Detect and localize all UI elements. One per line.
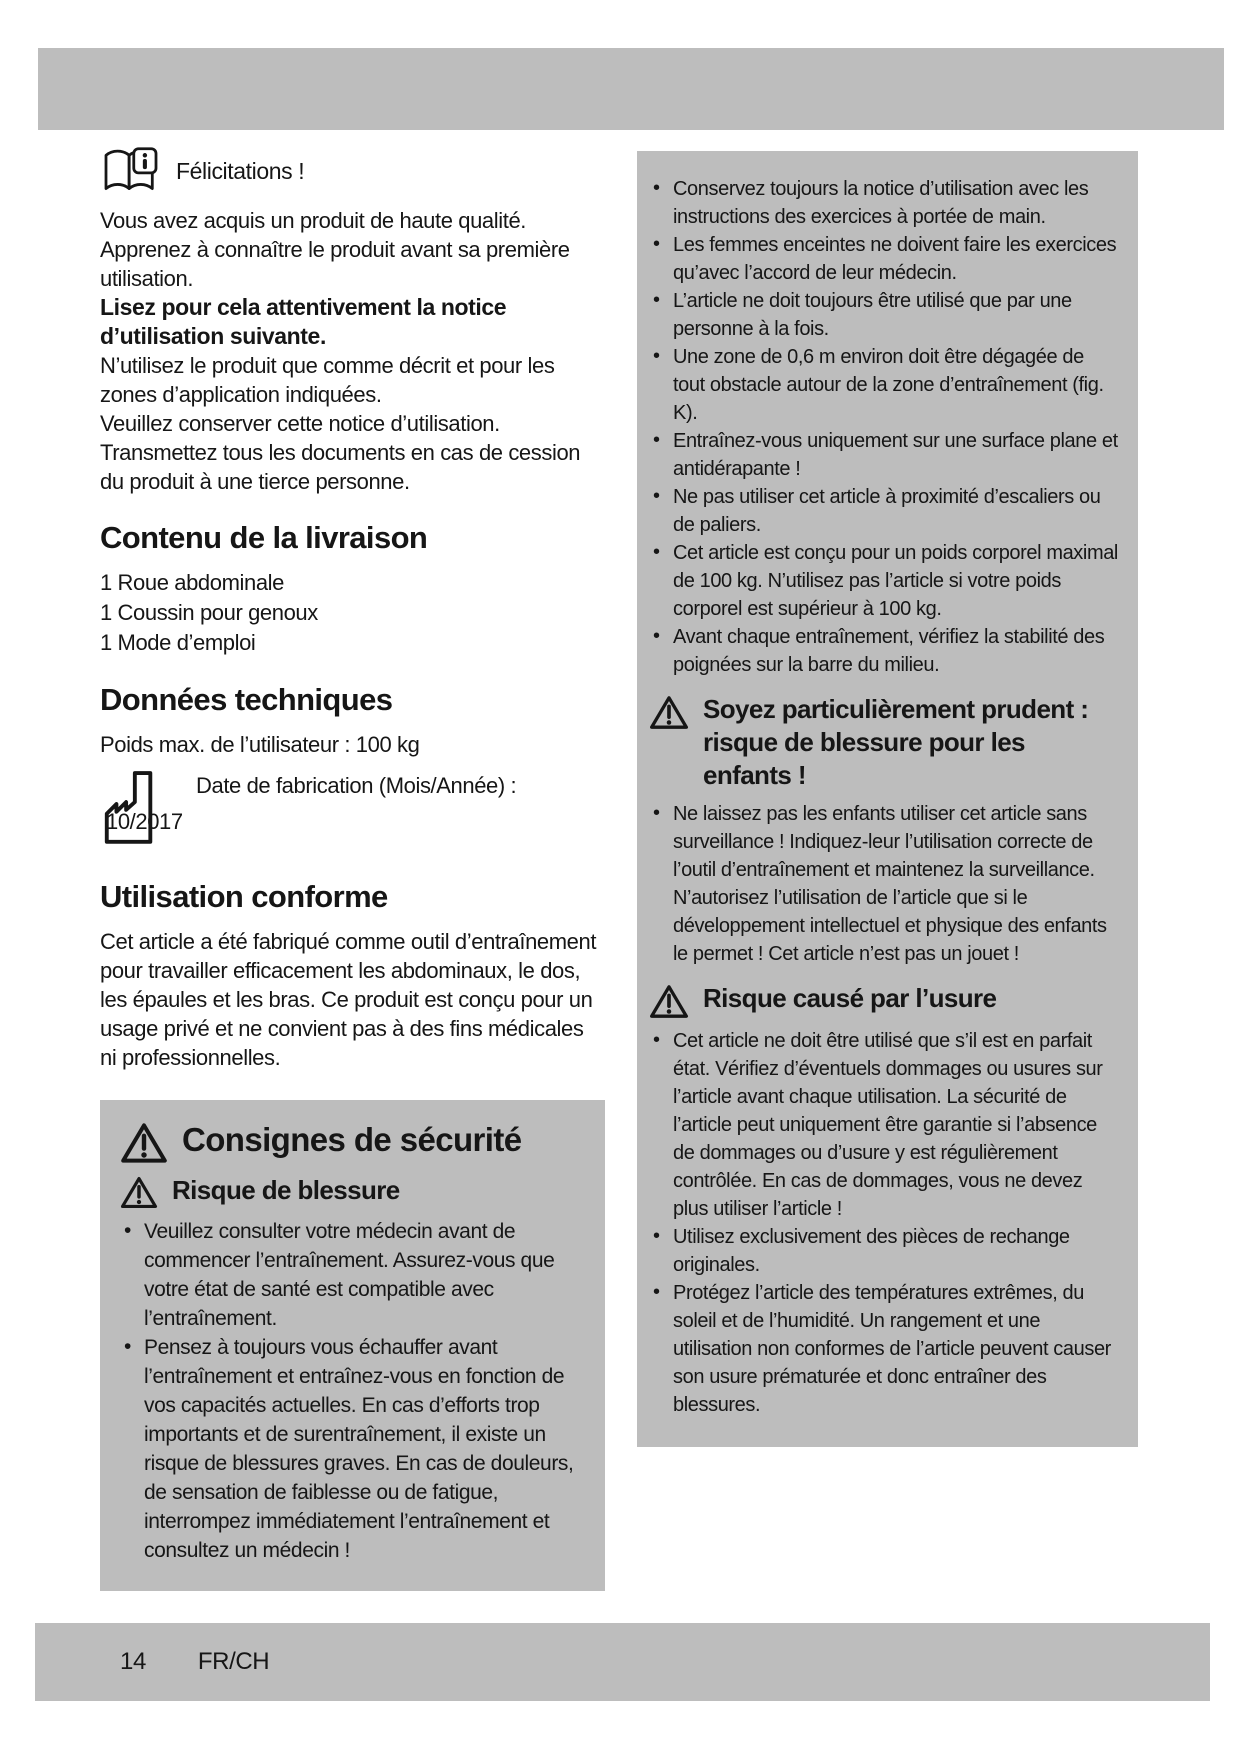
bullet-icon: • — [653, 429, 660, 451]
list-item: • Entraînez-vous uniquement sur une surface plane et antidérapante ! — [649, 427, 1118, 483]
list-item: • Utilisez exclusivement des pièces de rechange originales. — [649, 1223, 1118, 1279]
list-item: • Avant chaque entraînement, vérifiez la stabilité des poignées sur la barre du milieu. — [649, 623, 1118, 679]
list-item: • L’article ne doit toujours être utilisé que par une personne à la fois. — [649, 287, 1118, 343]
footer-band — [35, 1623, 1210, 1701]
bullet-icon: • — [653, 289, 660, 311]
warning-triangle-icon — [120, 1122, 168, 1164]
list-item: • Ne pas utiliser cet article à proximité d’escaliers ou de paliers. — [649, 483, 1118, 539]
locale-label: FR/CH — [197, 1648, 270, 1675]
top-band — [38, 48, 1224, 130]
children-warning-label: Soyez particulièrement prudent : risque de blessure pour les enfants ! — [703, 694, 1089, 790]
list-item: • Ne laissez pas les enfants utiliser cet article sans surveillance ! Indiquez-leur l’utilisation correcte de l’outil d’entraînement et maintenez la surveillance. N’autorisez l’utilisation de l’article que si le développement intellectuel et physique des enfants le permet ! Cet article n’est pas un jouet ! — [649, 800, 1118, 968]
bullet-icon: • — [124, 1335, 131, 1358]
congrats-row — [100, 146, 605, 196]
usage-title: Utilisation conforme — [100, 879, 388, 914]
children-bullet-list — [649, 800, 1118, 968]
delivery-item: 1 Roue abdominale — [100, 570, 285, 595]
right-safety-box — [637, 151, 1138, 1447]
bullet-icon: • — [653, 1225, 660, 1247]
list-item: • Cet article ne doit être utilisé que s’il est en parfait état. Vérifiez d’éventuels dommages ou usures sur l’article avant chaque utilisation. La sécurité de l’article peut uniquement être garantie si l’absence de dommages ou d’usure y est régulièrement contrôlée. En cas de dommages, vous ne devez plus utiliser l’article ! — [649, 1027, 1118, 1223]
tech-title: Données techniques — [100, 682, 393, 717]
list-item: • Une zone de 0,6 m environ doit être dégagée de tout obstacle autour de la zone d’entraînement (fig. K). — [649, 343, 1118, 427]
bullet-icon: • — [653, 485, 660, 507]
intro-lead-bold: Lisez pour cela attentivement la notice d’utilisation suivante. — [100, 294, 507, 349]
delivery-list — [100, 568, 605, 658]
bullet-icon: • — [653, 625, 660, 647]
max-weight-line: Poids max. de l’utilisateur : 100 kg — [100, 732, 420, 757]
warning-triangle-icon — [120, 1176, 158, 1209]
bullet-icon: • — [653, 177, 660, 199]
left-column — [100, 146, 605, 1591]
delivery-title: Contenu de la livraison — [100, 520, 428, 555]
wear-risk-label: Risque causé par l’usure — [703, 983, 997, 1013]
intro-paragraph-2: N’utilisez le produit que comme décrit et pour les zones d’application indiquées. — [100, 353, 555, 407]
intro-paragraph-1: Vous avez acquis un produit de haute qualité. Apprenez à connaître le produit avant sa première utilisation. — [100, 208, 570, 291]
congrats-label: Félicitations ! — [176, 157, 305, 184]
bullet-icon: • — [653, 233, 660, 255]
bullet-icon: • — [653, 541, 660, 563]
read-manual-icon — [100, 146, 162, 196]
wear-bullet-list — [649, 1027, 1118, 1419]
bullet-icon: • — [653, 345, 660, 367]
delivery-item: 1 Coussin pour genoux — [100, 600, 318, 625]
bullet-icon: • — [653, 802, 660, 824]
intro-paragraph-3: Veuillez conserver cette notice d’utilisation. Transmettez tous les documents en cas de cession du produit à une tierce personne. — [100, 411, 581, 494]
list-item: • Veuillez consulter votre médecin avant de commencer l’entraînement. Assurez-vous que votre état de santé est compatible avec l’entraînement. — [120, 1217, 585, 1333]
list-item: • Conservez toujours la notice d’utilisation avec les instructions des exercices à portée de main. — [649, 175, 1118, 231]
list-item: • Cet article est conçu pour un poids corporel maximal de 100 kg. N’utilisez pas l’article si votre poids corporel est supérieur à 100 kg. — [649, 539, 1118, 623]
usage-paragraph: Cet article a été fabriqué comme outil d’entraînement pour travailler efficacement les abdominaux, le dos, les épaules et les bras. Ce produit est conçu pour un usage privé et ne convient pas à des fins médicales ni professionnelles. — [100, 929, 597, 1070]
general-safety-bullet-list — [649, 175, 1118, 679]
safety-box — [100, 1100, 605, 1591]
page-number: 14 — [120, 1648, 146, 1675]
warning-triangle-icon — [649, 984, 689, 1019]
injury-risk-heading — [120, 1174, 585, 1209]
safety-heading — [120, 1120, 585, 1164]
manufacture-date-label: Date de fabrication (Mois/Année) : — [196, 773, 517, 798]
children-warning-heading — [649, 693, 1118, 792]
manufacture-date-value: 10/2017 — [106, 809, 183, 834]
injury-risk-label: Risque de blessure — [172, 1175, 400, 1205]
wear-risk-heading — [649, 982, 1118, 1019]
warning-triangle-icon — [649, 695, 689, 730]
delivery-item: 1 Mode d’emploi — [100, 630, 256, 655]
manufacture-date-row — [100, 763, 605, 855]
safety-heading-label: Consignes de sécurité — [182, 1121, 522, 1158]
list-item: • Protégez l’article des températures extrêmes, du soleil et de l’humidité. Un rangement et une utilisation non conformes de l’article peuvent causer son usure prématurée et donc entraîner des blessures. — [649, 1279, 1118, 1419]
list-item: • Les femmes enceintes ne doivent faire les exercices qu’avec l’accord de leur médecin. — [649, 231, 1118, 287]
injury-bullet-list — [120, 1217, 585, 1565]
bullet-icon: • — [653, 1029, 660, 1051]
list-item: • Pensez à toujours vous échauffer avant l’entraînement et entraînez-vous en fonction de vos capacités actuelles. En cas d’efforts trop importants et de surentraînement, il existe un risque de blessures graves. En cas de douleurs, de sensation de faiblesse ou de fatigue, interrompez immédiatement l’entraînement et consultez un médecin ! — [120, 1333, 585, 1565]
bullet-icon: • — [124, 1219, 131, 1242]
bullet-icon: • — [653, 1281, 660, 1303]
